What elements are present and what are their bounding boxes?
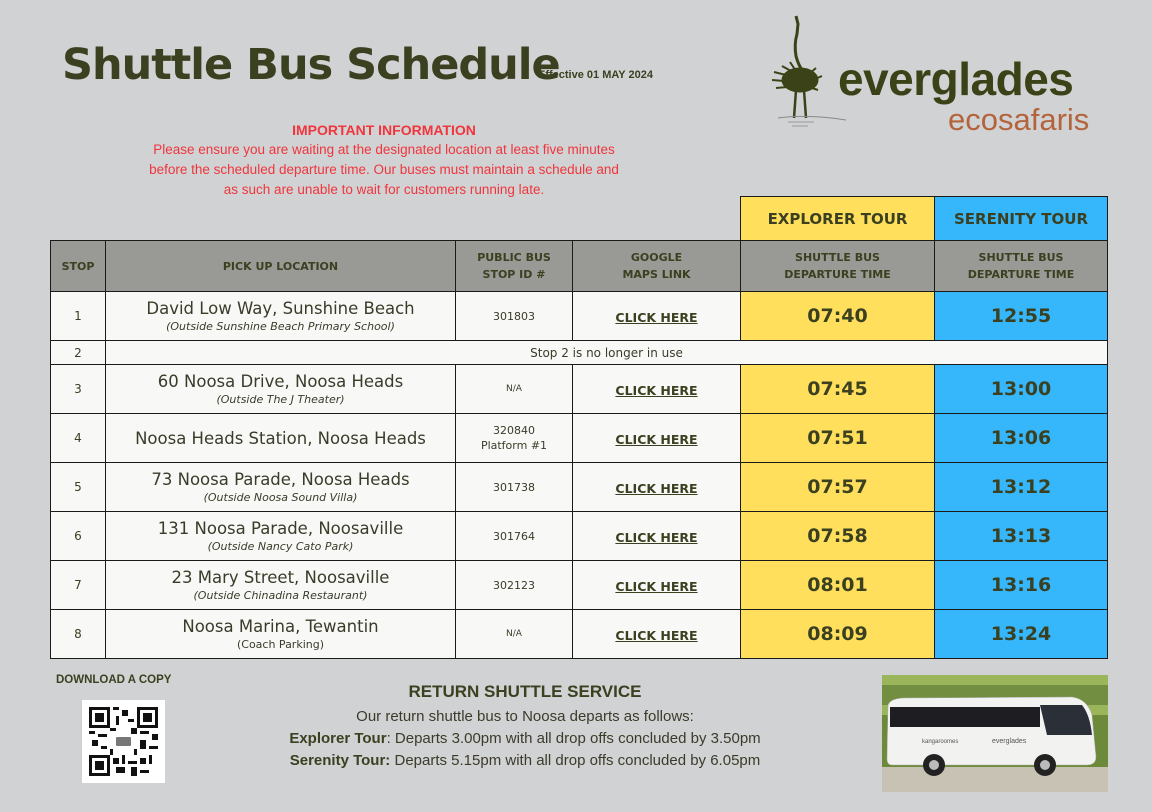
maps-link[interactable]: CLICK HERE <box>615 431 698 447</box>
logo-text-primary: everglades <box>838 53 1074 105</box>
important-heading: IMPORTANT INFORMATION <box>292 122 476 138</box>
svg-text:kangaroomes: kangaroomes <box>922 739 959 745</box>
column-header-row <box>51 241 1108 292</box>
maps-link[interactable]: CLICK HERE <box>615 578 698 594</box>
col-serenity-time: SHUTTLE BUS DEPARTURE TIME <box>935 241 1108 292</box>
table-row: 4 Noosa Heads Station, Noosa Heads 320840 Platform #1 CLICK HERE 07:51 13:06 <box>51 414 1108 463</box>
effective-date: Effective 01 MAY 2024 <box>538 69 653 81</box>
download-label: DOWNLOAD A COPY <box>56 674 172 686</box>
important-line: as such are unable to wait for customers running late. <box>223 182 545 197</box>
svg-text:everglades: everglades <box>992 738 1027 745</box>
table-row: 8 Noosa Marina, Tewantin (Coach Parking) N/A CLICK HERE 08:09 13:24 <box>51 610 1108 659</box>
maps-link[interactable]: CLICK HERE <box>615 309 698 325</box>
table-row: 7 23 Mary Street, Noosaville (Outside Chinadina Restaurant) 302123 CLICK HERE 08:01 13:16 <box>51 561 1108 610</box>
important-line: before the scheduled departure time. Our buses must maintain a schedule and <box>149 162 619 177</box>
everglades-logo <box>768 14 1113 137</box>
important-information <box>90 122 678 200</box>
table-row: 1 David Low Way, Sunshine Beach (Outside Sunshine Beach Primary School) 301803 CLICK HERE 07:40 12:55 <box>51 292 1108 341</box>
important-line: Please ensure you are waiting at the designated location at least five minutes <box>153 142 615 157</box>
return-explorer: Explorer Tour: Departs 3.00pm with all drop offs concluded by 3.50pm <box>289 730 761 747</box>
return-shuttle-section <box>220 682 830 772</box>
col-bus-id: PUBLIC BUS STOP ID # <box>456 241 573 292</box>
logo-text-secondary: ecosafaris <box>948 102 1090 137</box>
table-row: 6 131 Noosa Parade, Noosaville (Outside Nancy Cato Park) 301764 CLICK HERE 07:58 13:13 <box>51 512 1108 561</box>
col-location: PICK UP LOCATION <box>106 241 456 292</box>
tour-header-row <box>51 197 1108 241</box>
table-row: 3 60 Noosa Drive, Noosa Heads (Outside The J Theater) N/A CLICK HERE 07:45 13:00 <box>51 365 1108 414</box>
page-title: Shuttle Bus Schedule <box>62 40 560 90</box>
return-heading: RETURN SHUTTLE SERVICE <box>408 682 642 701</box>
maps-link[interactable]: CLICK HERE <box>615 382 698 398</box>
explorer-tour-header: EXPLORER TOUR <box>741 197 935 241</box>
serenity-tour-header: SERENITY TOUR <box>935 197 1108 241</box>
table-row-unused: 2 Stop 2 is no longer in use <box>51 341 1108 365</box>
bus-photo <box>882 675 1108 792</box>
col-maps: GOOGLE MAPS LINK <box>573 241 741 292</box>
table-row: 5 73 Noosa Parade, Noosa Heads (Outside Noosa Sound Villa) 301738 CLICK HERE 07:57 13:12 <box>51 463 1108 512</box>
schedule-table <box>50 196 1108 659</box>
maps-link[interactable]: CLICK HERE <box>615 480 698 496</box>
qr-code[interactable] <box>82 700 165 783</box>
col-stop: STOP <box>51 241 106 292</box>
return-intro: Our return shuttle bus to Noosa departs as follows: <box>356 708 694 725</box>
col-explorer-time: SHUTTLE BUS DEPARTURE TIME <box>741 241 935 292</box>
maps-link[interactable]: CLICK HERE <box>615 529 698 545</box>
maps-link[interactable]: CLICK HERE <box>615 627 698 643</box>
return-serenity: Serenity Tour: Departs 5.15pm with all drop offs concluded by 6.05pm <box>289 752 761 769</box>
qr-code-icon <box>89 707 158 776</box>
